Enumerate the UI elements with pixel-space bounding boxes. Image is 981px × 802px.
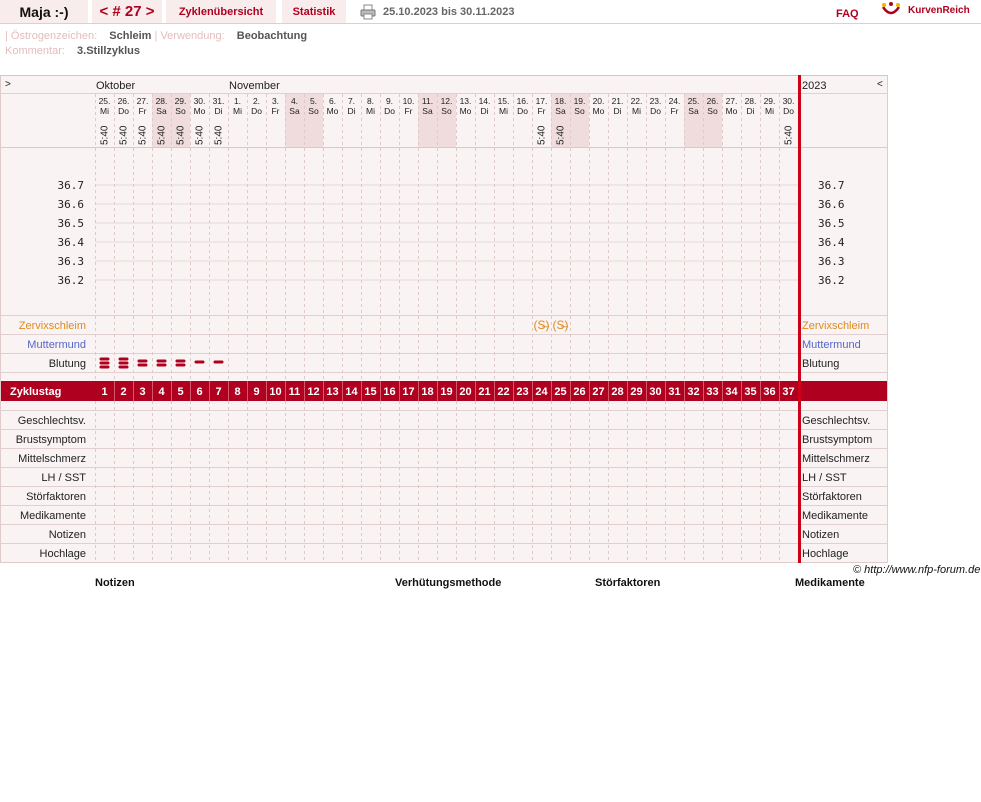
bottom-row-label: Medikamente — [19, 510, 86, 522]
nav-next-button[interactable]: < — [877, 79, 883, 90]
day-date: 28. — [155, 96, 168, 106]
footer-contraception: Verhütungsmethode — [395, 577, 502, 589]
cycle-day-number: 26 — [573, 386, 586, 398]
day-weekday: Mi — [499, 106, 508, 116]
cycle-navigation[interactable] — [92, 0, 162, 23]
day-weekday: Sa — [422, 106, 433, 116]
cycle-day-number: 24 — [535, 386, 548, 398]
day-weekday: Di — [480, 106, 489, 116]
cycle-day-number: 4 — [158, 386, 165, 398]
day-date: 29. — [763, 96, 776, 106]
copyright: © http://www.nfp-forum.de — [853, 564, 981, 576]
usage-label: Verwendung: — [160, 30, 225, 42]
cycle-day-number: 15 — [364, 386, 377, 398]
day-weekday: Do — [783, 106, 794, 116]
day-weekday: Fr — [138, 106, 147, 116]
bottom-row-label-right: Notizen — [802, 529, 840, 541]
temperature-tick-left: 36.5 — [57, 217, 84, 230]
day-date: 20. — [592, 96, 605, 106]
day-weekday: Fr — [404, 106, 413, 116]
cycle-day-number: 8 — [234, 386, 241, 398]
measurement-time: 5:40 — [137, 125, 149, 145]
meta-line-2 — [5, 45, 140, 57]
cycle-day-number: 16 — [383, 386, 396, 398]
bottom-row-label-right: Mittelschmerz — [802, 453, 870, 465]
measurement-time: 5:40 — [213, 125, 225, 145]
day-weekday: Mo — [592, 106, 605, 116]
bottom-row-label: LH / SST — [41, 472, 86, 484]
cycle-day-number: 19 — [440, 386, 453, 398]
estrogen-value: Schleim — [109, 30, 152, 42]
tab-cycle-overview-label: Zyklenübersicht — [178, 5, 264, 18]
cycle-day-number: 2 — [120, 386, 127, 398]
mucus-mark: (S̶) — [552, 318, 569, 332]
bottom-row-label-right: Medikamente — [802, 510, 869, 522]
bottom-row-label-right: Geschlechtsv. — [802, 415, 871, 427]
bleeding-mark — [157, 364, 167, 367]
day-weekday: Mo — [725, 106, 738, 116]
cycle-day-number: 34 — [725, 386, 738, 398]
day-weekday: Fr — [537, 106, 546, 116]
temperature-tick-right: 36.7 — [818, 179, 845, 192]
day-weekday: Mi — [366, 106, 375, 116]
bleeding-mark — [100, 358, 110, 361]
cycle-day-number: 3 — [139, 386, 146, 398]
day-date: 6. — [328, 96, 337, 106]
cycle-day-number: 25 — [554, 386, 567, 398]
cycle-day-number: 29 — [630, 386, 643, 398]
measurement-time: 5:40 — [536, 125, 548, 145]
year-label: 2023 — [802, 80, 827, 92]
tab-statistics-label: Statistik — [292, 5, 336, 18]
measurement-time: 5:40 — [156, 125, 168, 145]
day-weekday: Sa — [289, 106, 300, 116]
day-weekday: Di — [214, 106, 223, 116]
day-weekday: Mo — [326, 106, 339, 116]
temperature-tick-right: 36.3 — [818, 255, 845, 268]
cycle-day-number: 23 — [516, 386, 529, 398]
day-date: 9. — [385, 96, 394, 106]
cycle-day-number: 13 — [326, 386, 339, 398]
day-date: 8. — [366, 96, 375, 106]
day-date: 5. — [309, 96, 318, 106]
day-weekday: Do — [517, 106, 528, 116]
bleeding-mark — [195, 361, 205, 364]
bleeding-mark — [214, 361, 224, 364]
day-date: 26. — [706, 96, 719, 106]
temperature-tick-left: 36.6 — [57, 198, 84, 211]
day-date: 16. — [516, 96, 529, 106]
day-date: 21. — [611, 96, 624, 106]
meta-separator: | — [154, 30, 161, 42]
day-date: 31. — [212, 96, 225, 106]
day-date: 30. — [193, 96, 206, 106]
cycle-number: < # 27 > — [99, 3, 155, 20]
cycle-day-number: 35 — [744, 386, 757, 398]
day-date: 29. — [174, 96, 187, 106]
meta-separator: | — [5, 30, 11, 42]
day-weekday: Mi — [632, 106, 641, 116]
bottom-row-label: Brustsymptom — [15, 434, 86, 446]
temperature-tick-left: 36.7 — [57, 179, 84, 192]
cycle-day-number: 32 — [687, 386, 700, 398]
day-weekday: Sa — [688, 106, 699, 116]
day-weekday: Mi — [233, 106, 242, 116]
day-weekday: Sa — [156, 106, 167, 116]
usage-value: Beobachtung — [236, 30, 308, 42]
footer-notes: Notizen — [95, 577, 135, 589]
day-date: 27. — [136, 96, 149, 106]
day-weekday: So — [308, 106, 319, 116]
day-weekday: Mo — [193, 106, 206, 116]
day-weekday: Do — [251, 106, 262, 116]
cervical-mucus-label-right: Zervixschleim — [802, 320, 870, 332]
temperature-tick-left: 36.4 — [57, 236, 84, 249]
comment-value: 3.Stillzyklus — [77, 45, 141, 57]
day-date: 30. — [782, 96, 795, 106]
month-label: November — [229, 80, 280, 92]
day-date: 10. — [402, 96, 415, 106]
meta-line-1 — [5, 30, 307, 42]
cycle-day-number: 22 — [497, 386, 510, 398]
day-weekday: So — [441, 106, 452, 116]
cycle-day-number: 30 — [649, 386, 662, 398]
date-range: 25.10.2023 bis 30.11.2023 — [383, 6, 515, 18]
day-weekday: Di — [347, 106, 356, 116]
bleeding-mark — [119, 358, 129, 361]
day-date: 28. — [744, 96, 757, 106]
day-date: 15. — [497, 96, 510, 106]
bleeding-mark — [157, 360, 167, 363]
temperature-tick-right: 36.5 — [818, 217, 845, 230]
user-name-tab[interactable] — [0, 0, 88, 23]
bleeding-mark — [138, 360, 148, 363]
bleeding-mark — [119, 362, 129, 365]
day-weekday: Mi — [765, 106, 774, 116]
day-date: 22. — [630, 96, 643, 106]
measurement-time: 5:40 — [175, 125, 187, 145]
comment-label: Kommentar: — [5, 45, 65, 57]
cycle-day-number: 31 — [668, 386, 681, 398]
estrogen-label: Östrogenzeichen: — [10, 30, 98, 42]
cycle-day-number: 11 — [288, 386, 301, 398]
measurement-time: 5:40 — [99, 125, 111, 145]
measurement-time: 5:40 — [118, 125, 130, 145]
cycle-day-number: 18 — [421, 386, 434, 398]
measurement-time: 5:40 — [783, 125, 795, 145]
day-weekday: So — [707, 106, 718, 116]
cycle-chart[interactable] — [0, 75, 888, 563]
tab-statistics[interactable] — [282, 0, 346, 23]
day-date: 14. — [478, 96, 491, 106]
bottom-row-label: Störfaktoren — [26, 491, 86, 503]
bottom-row-label: Geschlechtsv. — [17, 415, 86, 427]
bottom-row-label: Hochlage — [39, 548, 86, 560]
day-date: 2. — [252, 96, 261, 106]
tab-cycle-overview[interactable] — [166, 0, 276, 23]
day-date: 27. — [725, 96, 738, 106]
cycle-day-number: 10 — [269, 386, 282, 398]
cervix-label: Muttermund — [27, 339, 86, 351]
bottom-row-label-right: Hochlage — [802, 548, 849, 560]
bleeding-mark — [119, 366, 129, 369]
day-weekday: Fr — [670, 106, 679, 116]
day-date: 7. — [347, 96, 356, 106]
cycle-day-number: 7 — [215, 386, 222, 398]
cycle-day-number: 36 — [763, 386, 776, 398]
day-weekday: Do — [384, 106, 395, 116]
cycle-day-number: 20 — [459, 386, 472, 398]
cycle-day-number: 27 — [592, 386, 605, 398]
day-date: 11. — [421, 96, 434, 106]
bottom-row-label-right: LH / SST — [802, 472, 847, 484]
bleeding-mark — [138, 364, 148, 367]
bottom-row-label-right: Störfaktoren — [802, 491, 862, 503]
month-label: Oktober — [96, 80, 136, 92]
current-day-marker — [798, 75, 801, 563]
temperature-tick-left: 36.2 — [57, 274, 84, 287]
day-weekday: So — [574, 106, 585, 116]
bleeding-label: Blutung — [48, 358, 86, 370]
temperature-tick-right: 36.2 — [818, 274, 845, 287]
day-weekday: Do — [650, 106, 661, 116]
temperature-tick-right: 36.6 — [818, 198, 845, 211]
cycle-day-number: 12 — [307, 386, 320, 398]
faq-link[interactable]: FAQ — [836, 8, 859, 20]
day-date: 25. — [98, 96, 111, 106]
cycle-day-label: Zyklustag — [10, 386, 62, 398]
day-date: 23. — [649, 96, 662, 106]
cervix-label-right: Muttermund — [802, 339, 861, 351]
bottom-row-label-right: Brustsymptom — [802, 434, 873, 446]
print-icon[interactable] — [360, 4, 376, 23]
measurement-time: 5:40 — [194, 125, 206, 145]
temperature-tick-left: 36.3 — [57, 255, 84, 268]
day-date: 26. — [117, 96, 130, 106]
footer-medication: Medikamente — [795, 577, 865, 589]
cycle-day-number: 14 — [345, 386, 358, 398]
footer-disturbances: Störfaktoren — [595, 577, 661, 589]
day-date: 3. — [271, 96, 280, 106]
brand-name[interactable]: KurvenReich — [908, 5, 970, 16]
nav-prev-button[interactable]: > — [5, 79, 11, 90]
bottom-row-label: Mittelschmerz — [18, 453, 86, 465]
day-weekday: Do — [118, 106, 129, 116]
day-weekday: Mi — [100, 106, 109, 116]
cycle-day-number: 21 — [478, 386, 491, 398]
cycle-day-number: 5 — [177, 386, 184, 398]
day-date: 19. — [573, 96, 586, 106]
measurement-time: 5:40 — [555, 125, 567, 145]
day-weekday: Sa — [555, 106, 566, 116]
cycle-day-number: 37 — [782, 386, 795, 398]
day-date: 12. — [440, 96, 453, 106]
bottom-row-label: Notizen — [48, 529, 86, 541]
day-date: 17. — [535, 96, 548, 106]
cycle-day-number: 9 — [253, 386, 260, 398]
day-date: 25. — [687, 96, 700, 106]
day-weekday: So — [175, 106, 186, 116]
day-weekday: Fr — [271, 106, 280, 116]
bleeding-mark — [100, 366, 110, 369]
cycle-day-number: 6 — [196, 386, 203, 398]
bleeding-label-right: Blutung — [802, 358, 840, 370]
mucus-mark: (S̶) — [533, 318, 550, 332]
temperature-tick-right: 36.4 — [818, 236, 845, 249]
day-weekday: Di — [746, 106, 755, 116]
cycle-day-number: 28 — [611, 386, 624, 398]
user-name: Maja :-) — [19, 3, 69, 20]
cycle-day-number: 17 — [402, 386, 415, 398]
day-date: 18. — [554, 96, 567, 106]
day-date: 1. — [233, 96, 242, 106]
bleeding-mark — [176, 364, 186, 367]
brand-logo-icon[interactable] — [880, 1, 902, 22]
day-date: 4. — [290, 96, 299, 106]
cervical-mucus-label: Zervixschleim — [18, 320, 86, 332]
bleeding-mark — [100, 362, 110, 365]
day-weekday: Mo — [459, 106, 472, 116]
cycle-day-number: 1 — [101, 386, 108, 398]
day-weekday: Di — [613, 106, 622, 116]
day-date: 13. — [459, 96, 472, 106]
cycle-day-number: 33 — [706, 386, 719, 398]
header-divider — [0, 23, 981, 24]
bleeding-mark — [176, 360, 186, 363]
day-date: 24. — [668, 96, 681, 106]
